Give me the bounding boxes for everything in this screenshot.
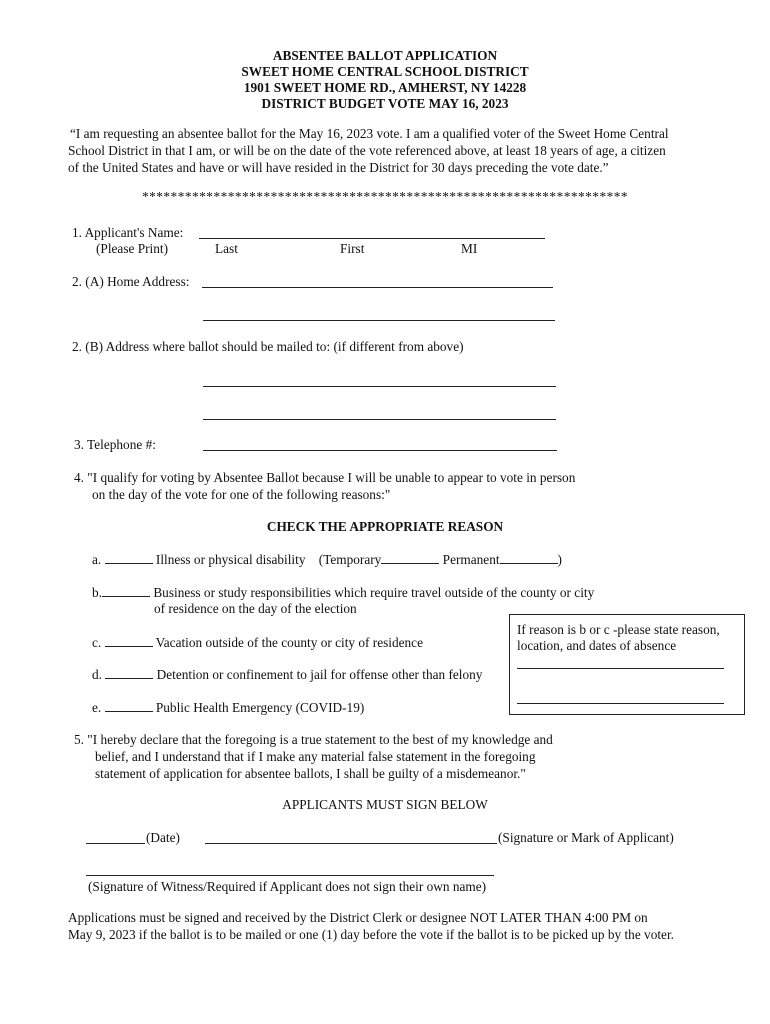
intro-line-2: School District in that I am, or will be on the date of the vote referenced above, at least 18 years of age, a citizen xyxy=(68,143,666,158)
mailing-address-input-2[interactable] xyxy=(203,419,556,420)
reason-box-line-1: If reason is b or c -please state reason, xyxy=(517,622,720,637)
applicant-name-label: 1. Applicant's Name: xyxy=(72,225,184,240)
reason-details-input-2[interactable] xyxy=(517,703,724,704)
sign-below-heading: APPLICANTS MUST SIGN BELOW xyxy=(282,797,488,812)
applicant-name-input[interactable] xyxy=(199,238,545,239)
telephone-label: 3. Telephone #: xyxy=(74,437,156,452)
reason-d xyxy=(92,666,482,683)
separator: ******************************************************************** xyxy=(141,189,629,204)
reason-details-input-1[interactable] xyxy=(517,668,724,669)
qualify-line-2: on the day of the vote for one of the following reasons:" xyxy=(92,487,391,502)
applicant-name-sublabel: (Please Print) xyxy=(96,241,169,256)
reason-a-letter: a. xyxy=(92,552,102,567)
reason-d-text: Detention or confinement to jail for offense other than felony xyxy=(156,667,483,682)
temporary-label: (Temporary xyxy=(318,552,382,567)
reason-c-letter: c. xyxy=(92,635,102,650)
applicant-signature-label: (Signature or Mark of Applicant) xyxy=(498,830,674,845)
reason-c-checkbox[interactable] xyxy=(105,634,153,647)
reason-b-letter: b. xyxy=(92,585,102,600)
declaration-line-1: 5. "I hereby declare that the foregoing is a true statement to the best of my knowledge and xyxy=(74,732,553,747)
reason-c xyxy=(92,634,423,651)
reason-box-line-2: location, and dates of absence xyxy=(517,638,677,653)
reason-e-letter: e. xyxy=(92,700,102,715)
reason-e-text: Public Health Emergency (COVID-19) xyxy=(155,700,365,715)
check-reason-heading: CHECK THE APPROPRIATE REASON xyxy=(266,519,504,534)
deadline-line-1: Applications must be signed and received by the District Clerk or designee NOT LATER THAN 4:00 PM on xyxy=(68,910,648,925)
temporary-input[interactable] xyxy=(381,551,439,564)
vote-date: DISTRICT BUDGET VOTE MAY 16, 2023 xyxy=(261,96,509,111)
deadline-line-2: May 9, 2023 if the ballot is to be mailed or one (1) day before the vote if the ballot is to be picked up by the voter. xyxy=(68,927,674,942)
home-address-label: 2. (A) Home Address: xyxy=(72,274,190,289)
witness-signature-input[interactable] xyxy=(86,875,494,876)
applicant-signature-input[interactable] xyxy=(205,843,497,844)
declaration-line-2: belief, and I understand that if I make any material false statement in the foregoing xyxy=(95,749,536,764)
intro-line-3: of the United States and have or will have resided in the District for 30 days preceding the vote date.” xyxy=(68,160,609,175)
reason-e-checkbox[interactable] xyxy=(105,699,153,712)
last-name-label: Last xyxy=(215,241,238,256)
date-input[interactable] xyxy=(86,843,145,844)
permanent-input[interactable] xyxy=(500,551,558,564)
reason-d-checkbox[interactable] xyxy=(105,666,153,679)
reason-d-letter: d. xyxy=(92,667,102,682)
district-name: SWEET HOME CENTRAL SCHOOL DISTRICT xyxy=(241,64,529,79)
declaration-line-3: statement of application for absentee ballots, I shall be guilty of a misdemeanor." xyxy=(95,766,526,781)
reason-b-text: Business or study responsibilities which require travel outside of the county or city xyxy=(153,585,595,600)
reason-details-box xyxy=(509,614,745,715)
home-address-input-2[interactable] xyxy=(203,320,555,321)
first-name-label: First xyxy=(340,241,365,256)
reason-a-checkbox[interactable] xyxy=(105,551,153,564)
middle-initial-label: MI xyxy=(461,241,478,256)
permanent-label: Permanent xyxy=(442,552,500,567)
reason-b xyxy=(92,584,594,601)
telephone-input[interactable] xyxy=(203,450,557,451)
reason-a-text: Illness or physical disability xyxy=(155,552,306,567)
intro-line-1: “I am requesting an absentee ballot for the May 16, 2023 vote. I am a qualified voter of the Sweet Home Central xyxy=(70,126,669,141)
home-address-input-1[interactable] xyxy=(202,287,553,288)
reason-e xyxy=(92,699,364,716)
reason-b-checkbox[interactable] xyxy=(102,584,150,597)
reason-a xyxy=(92,551,562,568)
reason-c-text: Vacation outside of the county or city of residence xyxy=(155,635,423,650)
date-label: (Date) xyxy=(146,830,180,845)
form-title: ABSENTEE BALLOT APPLICATION xyxy=(272,48,498,63)
mailing-address-label: 2. (B) Address where ballot should be mailed to: (if different from above) xyxy=(72,339,464,354)
mailing-address-input-1[interactable] xyxy=(203,386,556,387)
reason-a-close-paren: ) xyxy=(557,552,562,567)
qualify-line-1: 4. "I qualify for voting by Absentee Ballot because I will be unable to appear to vote in person xyxy=(74,470,576,485)
witness-signature-label: (Signature of Witness/Required if Applicant does not sign their own name) xyxy=(88,879,487,894)
district-address: 1901 SWEET HOME RD., AMHERST, NY 14228 xyxy=(243,80,527,95)
reason-b-text-2: of residence on the day of the election xyxy=(154,601,357,616)
